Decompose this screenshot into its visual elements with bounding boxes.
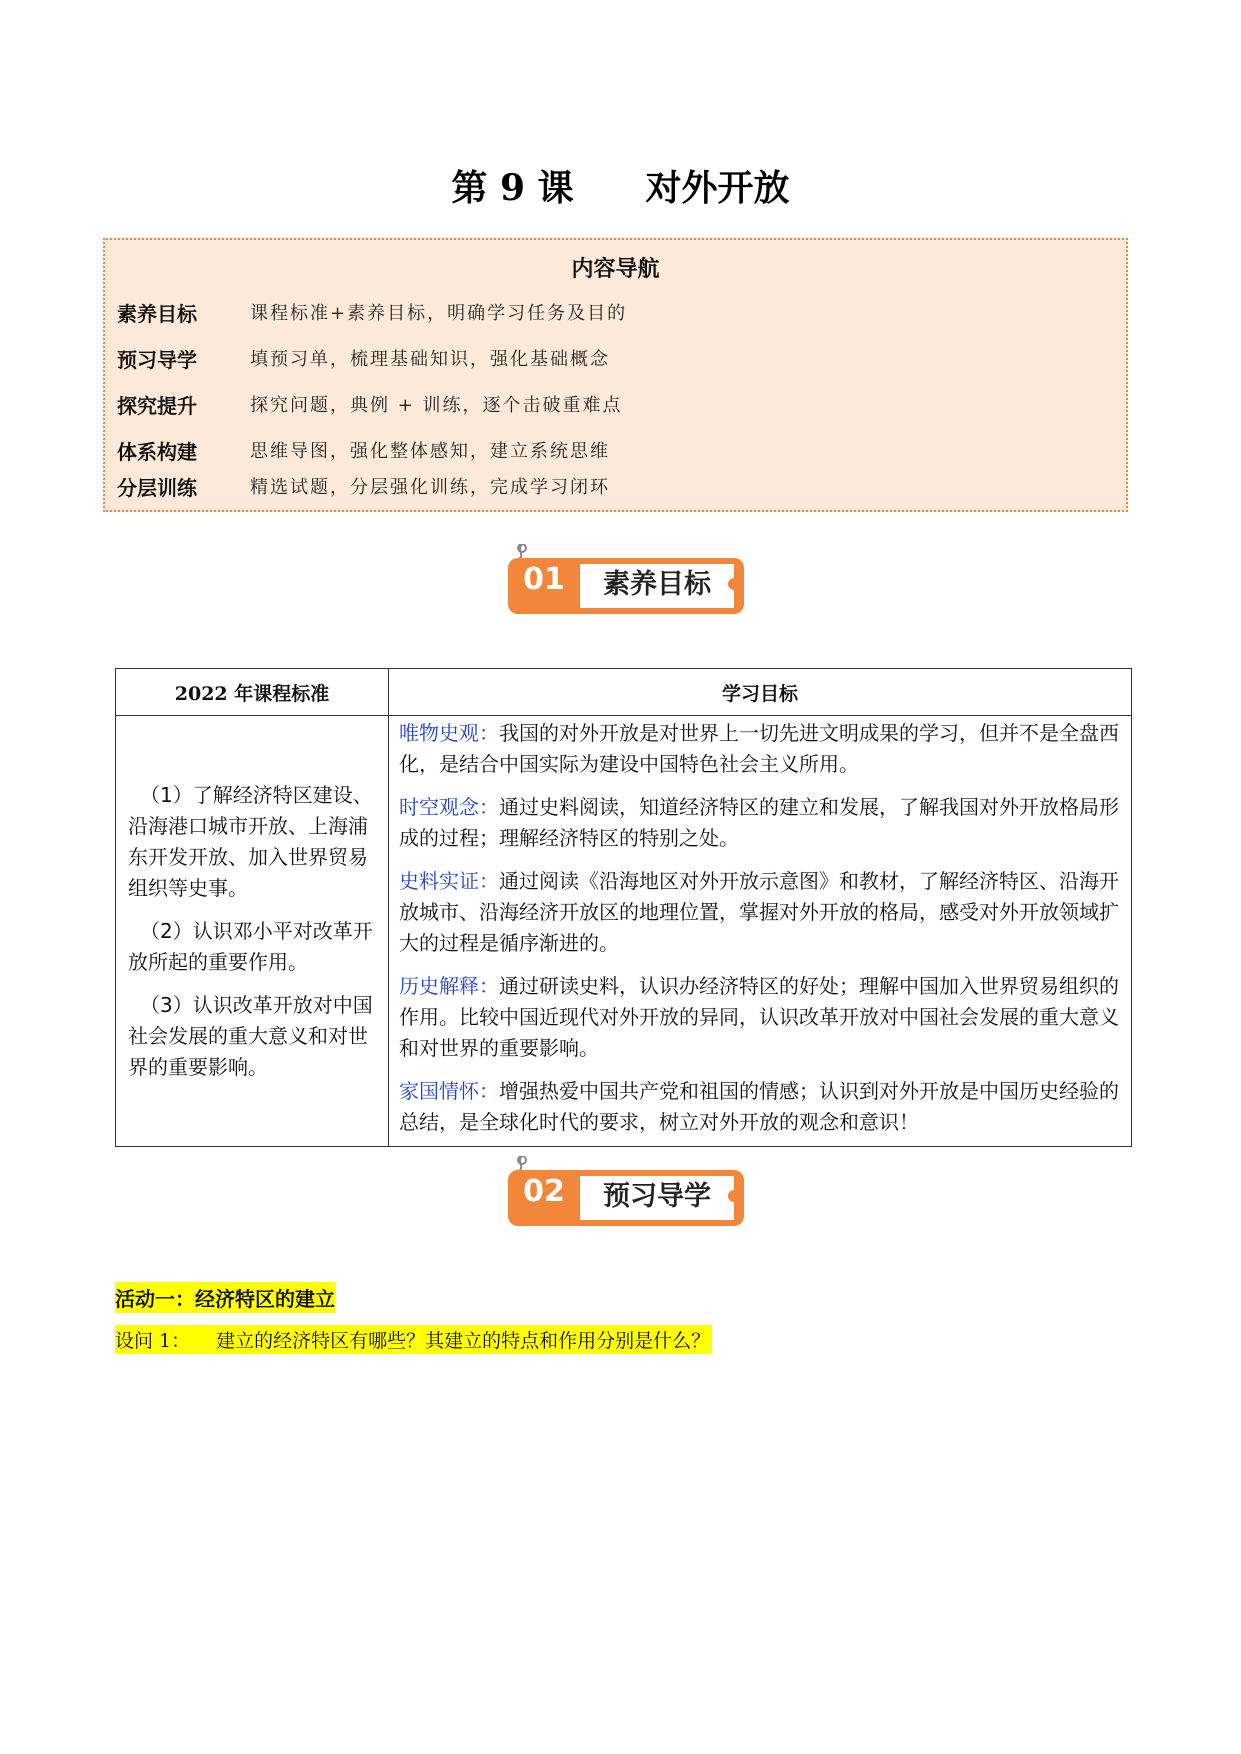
section-badge-02	[508, 1156, 744, 1228]
goal-item	[399, 792, 1121, 854]
header-goals: 学习目标	[389, 669, 1132, 716]
question-line	[115, 1325, 712, 1354]
goal-key: 唯物史观：	[399, 721, 499, 745]
goal-key: 历史解释：	[399, 974, 499, 998]
lesson-topic: 对外开放	[645, 167, 790, 209]
table-header-row	[116, 669, 1132, 716]
nav-heading: 内容导航	[571, 257, 660, 282]
nav-row	[117, 384, 623, 424]
standard-item: （1）了解经济特区建设、沿海港口城市开放、上海浦东开发开放、加入世界贸易组织等史事。	[128, 782, 373, 900]
nav-row-value: 探究问题，典例 + 训练，逐个击破重难点	[250, 395, 623, 416]
nav-row-key: 分层训练	[117, 475, 197, 500]
goal-key: 家国情怀：	[399, 1079, 499, 1103]
goals-cell	[389, 716, 1132, 1147]
lesson-number: 第 9 课	[451, 167, 574, 209]
page-title	[0, 160, 1241, 211]
content-navigation-box	[103, 238, 1128, 512]
header-standard: 2022 年课程标准	[116, 669, 389, 716]
section-number: 01	[523, 562, 565, 597]
goal-key: 时空观念：	[399, 795, 499, 819]
goal-key: 史料实证：	[399, 869, 499, 893]
goal-item	[399, 1076, 1121, 1138]
standard-item: （3）认识改革开放对中国社会发展的重大意义和对世界的重要影响。	[128, 992, 373, 1079]
goal-text: 通过研读史料，认识办经济特区的好处；理解中国加入世界贸易组织的作用。比较中国近现代对外开放的异同，认识改革开放对中国社会发展的重大意义和对世界的重要影响。	[399, 974, 1119, 1060]
nav-row	[117, 338, 610, 378]
goal-item	[399, 971, 1121, 1064]
goal-item	[399, 718, 1121, 780]
nav-row-value: 课程标准+素养目标，明确学习任务及目的	[250, 303, 628, 324]
standard-item: （2）认识邓小平对改革开放所起的重要作用。	[128, 918, 373, 974]
nav-row	[117, 466, 610, 506]
activity-title: 活动一：经济特区的建立	[115, 1282, 335, 1313]
nav-row-key: 预习导学	[117, 347, 197, 372]
goal-text: 我国的对外开放是对世界上一切先进文明成果的学习，但并不是全盘西化，是结合中国实际为建设中国特色社会主义所用。	[399, 721, 1119, 776]
question-label: 设问 1：	[115, 1330, 191, 1352]
table-row	[116, 716, 1132, 1147]
nav-row	[117, 430, 610, 470]
section-label: 素养目标	[603, 569, 711, 600]
nav-row-value: 思维导图，强化整体感知，建立系统思维	[250, 441, 610, 462]
learning-goals-table	[115, 668, 1132, 1147]
standards-cell	[116, 716, 389, 1147]
goal-text: 增强热爱中国共产党和祖国的情感；认识到对外开放是中国历史经验的总结，是全球化时代的要求，树立对外开放的观念和意识！	[399, 1079, 1119, 1134]
nav-row-value: 填预习单，梳理基础知识，强化基础概念	[250, 349, 610, 370]
section-label: 预习导学	[603, 1181, 711, 1212]
nav-row-key: 探究提升	[117, 393, 197, 418]
nav-row-key: 素养目标	[117, 301, 197, 326]
section-badge-01	[508, 544, 744, 616]
section-number: 02	[523, 1174, 565, 1209]
goal-text: 通过史料阅读，知道经济特区的建立和发展，了解我国对外开放格局形成的过程；理解经济特区的特别之处。	[399, 795, 1119, 850]
nav-row-value: 精选试题，分层强化训练，完成学习闭环	[250, 477, 610, 498]
nav-row-key: 体系构建	[117, 439, 197, 464]
nav-row	[117, 292, 627, 332]
question-text: 建立的经济特区有哪些？其建立的特点和作用分别是什么？	[216, 1330, 711, 1352]
goal-item	[399, 866, 1121, 959]
goal-text: 通过阅读《沿海地区对外开放示意图》和教材，了解经济特区、沿海开放城市、沿海经济开放区的地理位置，掌握对外开放的格局，感受对外开放领域扩大的过程是循序渐进的。	[399, 869, 1119, 955]
